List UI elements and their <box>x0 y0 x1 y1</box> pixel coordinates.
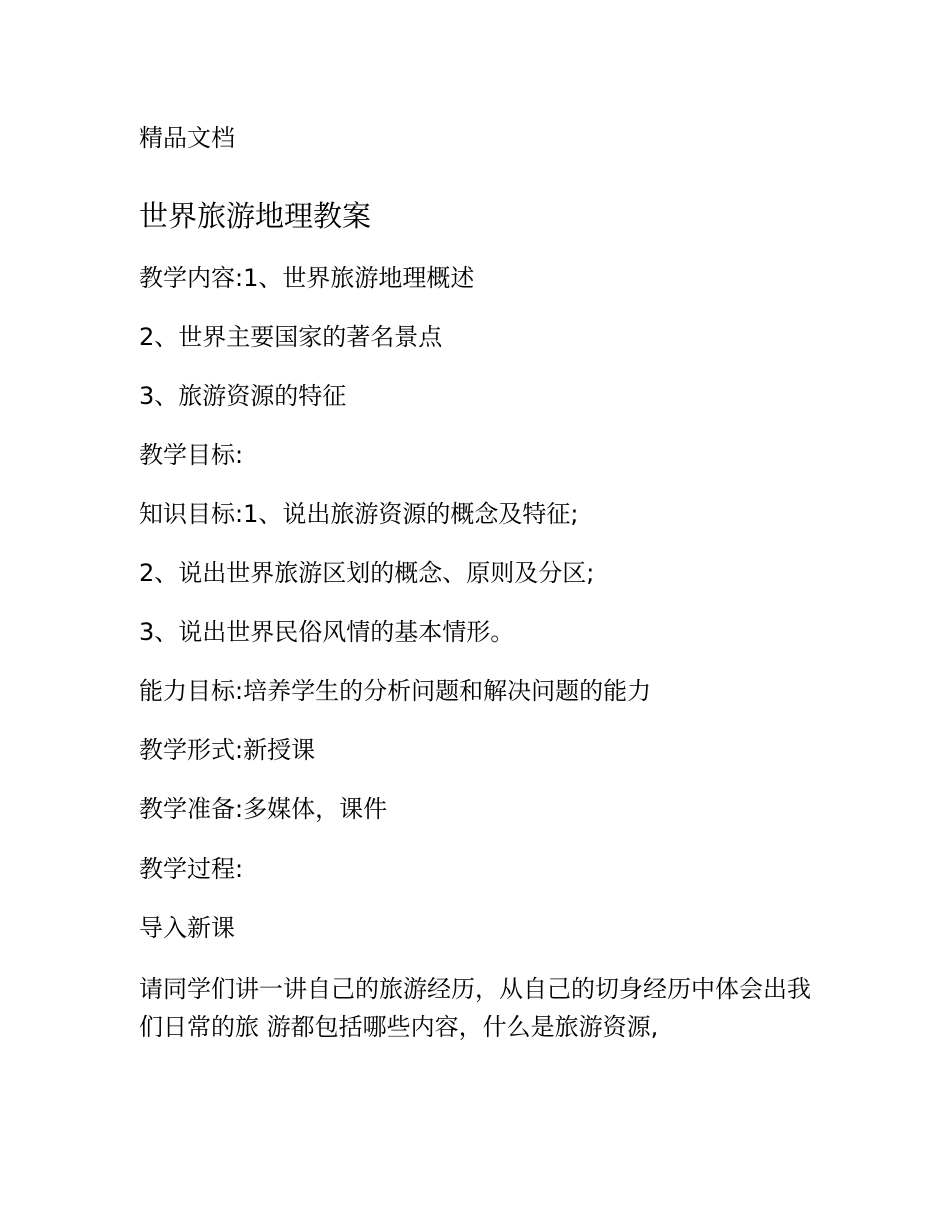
text-line-teaching-process: 教学过程: <box>139 855 244 883</box>
text-line-teaching-preparation: 教学准备:多媒体，课件 <box>139 795 388 823</box>
text-line-lesson-introduction: 导入新课 <box>139 914 235 942</box>
text-line-knowledge-goal-3: 3、说出世界民俗风情的基本情形。 <box>139 618 515 646</box>
document-header: 精品文档 <box>139 124 235 152</box>
document-title: 世界旅游地理教案 <box>139 199 372 233</box>
text-line-teaching-content: 教学内容:1、世界旅游地理概述 <box>139 264 475 292</box>
text-line-content-item-3: 3、旅游资源的特征 <box>139 382 347 410</box>
text-line-content-item-2: 2、世界主要国家的著名景点 <box>139 323 443 351</box>
text-line-ability-goal: 能力目标:培养学生的分析问题和解决问题的能力 <box>139 677 652 705</box>
body-paragraph: 请同学们讲一讲自己的旅游经历，从自己的切身经历中体会出我们日常的旅 游都包括哪些内容，什么是旅游资源, <box>139 975 811 1041</box>
text-line-knowledge-goal-1: 知识目标:1、说出旅游资源的概念及特征; <box>139 500 579 528</box>
text-line-teaching-form: 教学形式:新授课 <box>139 736 316 764</box>
text-line-teaching-goals: 教学目标: <box>139 441 244 469</box>
text-line-knowledge-goal-2: 2、说出世界旅游区划的概念、原则及分区; <box>139 559 595 587</box>
